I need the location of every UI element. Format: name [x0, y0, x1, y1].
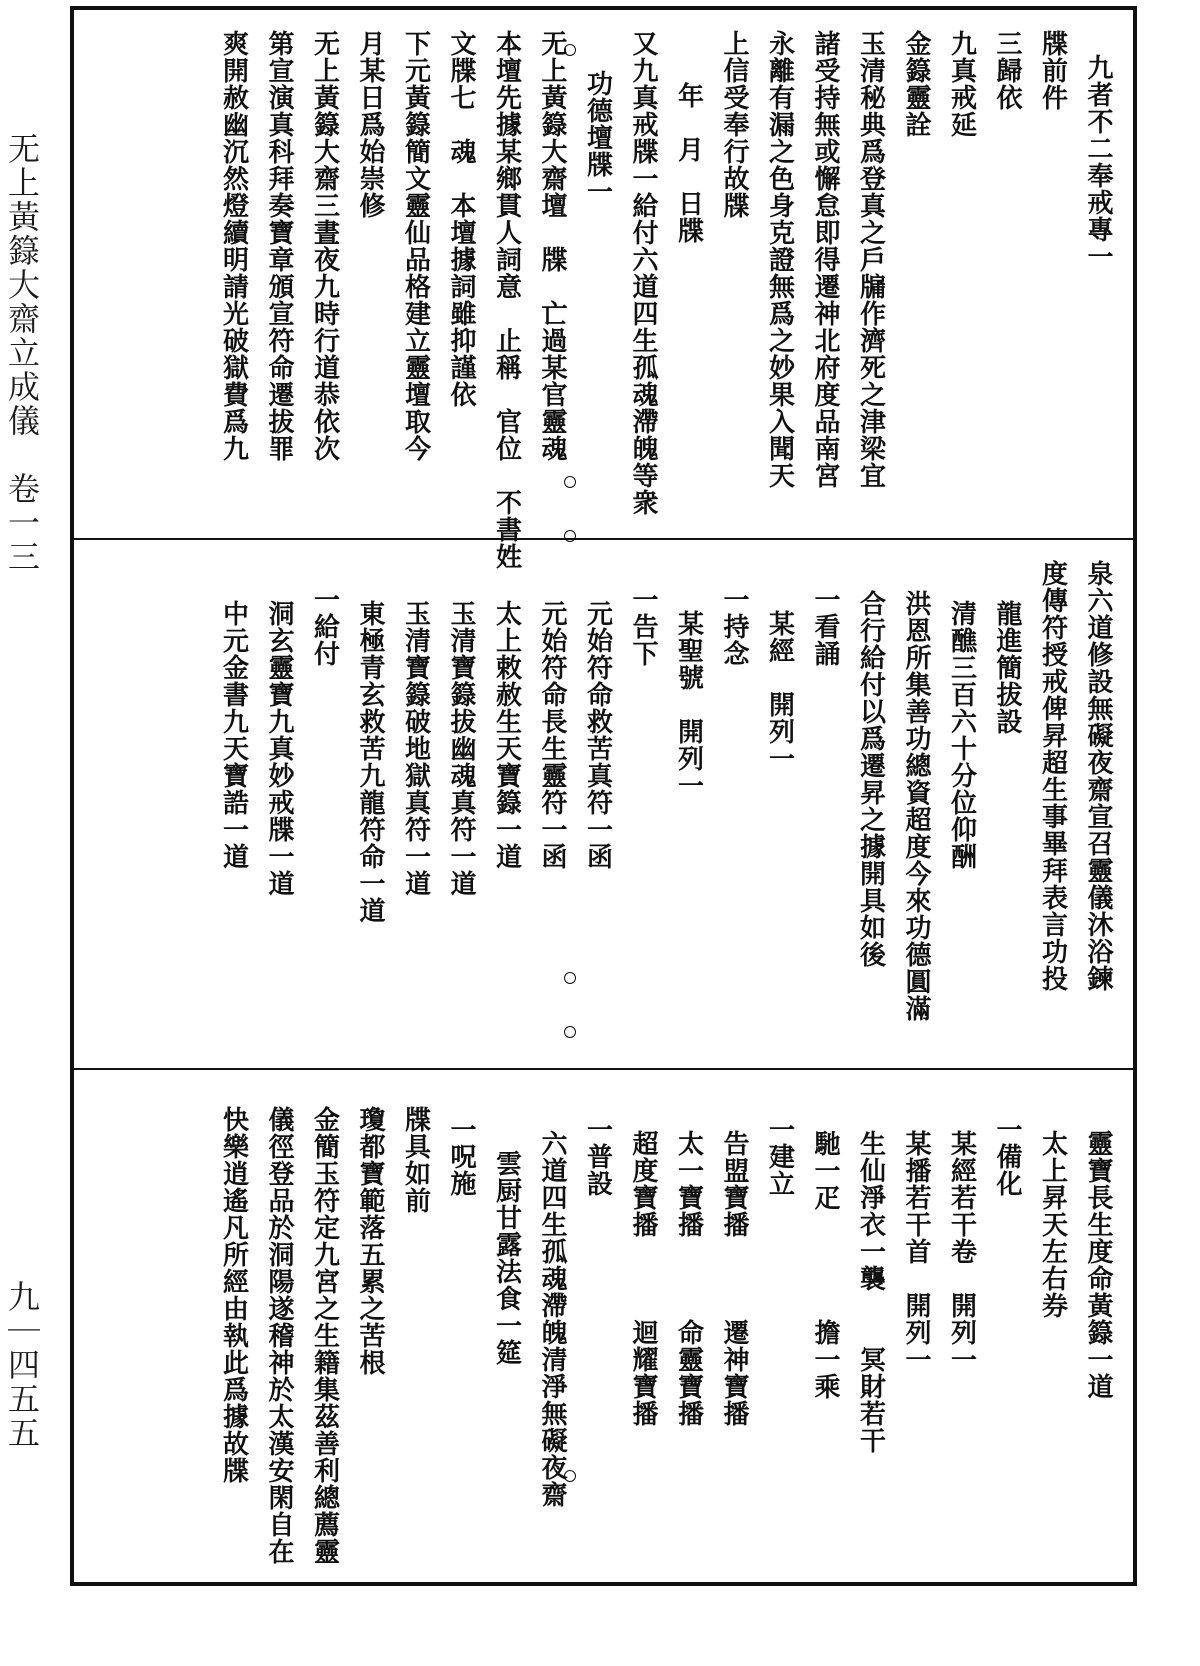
text-column: 中元金書九天寶誥一道 — [218, 600, 249, 870]
text-column: 玉清寶籙破地獄真符一道 — [400, 600, 431, 897]
text-column: 一給付 — [309, 586, 340, 667]
text-column: 月某日爲始崇修 — [355, 30, 385, 219]
text-column: 一建立 — [764, 1116, 795, 1197]
text-column: 洪恩所集善功總資超度今來功德圓滿 — [901, 590, 931, 1022]
text-column: 一呪施 — [446, 1116, 476, 1197]
text-column: 功德壇牒一 — [582, 70, 613, 205]
text-column: 一看誦 — [810, 586, 840, 667]
circle-mark — [564, 44, 576, 56]
text-column: 儀徑登品於洞陽遂稽神於太漢安閑自在 — [264, 1106, 294, 1565]
text-column: 雲厨甘露法食一筵 — [491, 1150, 522, 1366]
text-column: 又九真戒牒一給付六道四生孤魂滯魄等衆 — [628, 30, 658, 516]
text-column: 九真戒延 — [946, 30, 977, 138]
text-column: 生仙淨衣一襲 冥財若干 — [855, 1130, 886, 1454]
circle-mark — [564, 530, 576, 542]
margin-book-title: 无上黃籙大齋立成儀 卷一三 — [3, 132, 41, 574]
text-column: 太一寶播 命靈寶播 — [673, 1130, 704, 1427]
text-column: 泉六道修設無礙夜齋宣召靈儀沐浴鍊 — [1083, 560, 1113, 992]
text-column: 洞玄靈寶九真妙戒牒一道 — [264, 600, 294, 897]
text-column: 九者不二奉戒專一 — [1083, 54, 1113, 270]
text-column: 六道四生孤魂滯魄清淨無礙夜齋 — [537, 1130, 567, 1508]
text-column: 某聖號 開列一 — [673, 610, 704, 799]
text-column: 金簡玉符定九宮之生籍集茲善利總薦靈 — [309, 1106, 340, 1565]
text-column: 无上黃籙大齋壇 牒 亡過某官靈魂 — [537, 30, 567, 462]
text-column: 某播若干首 開列一 — [901, 1130, 931, 1373]
text-register-middle — [74, 540, 1133, 1070]
text-column: 東極青玄救苦九龍符命一道 — [355, 600, 385, 924]
text-column: 告盟寶播 遷神寶播 — [719, 1130, 749, 1427]
text-column: 牒前件 — [1037, 30, 1068, 111]
text-column: 下元黃籙簡文靈仙品格建立靈壇取今 — [400, 30, 431, 462]
text-column: 玉清寶籙拔幽魂真符一道 — [446, 600, 476, 897]
text-column: 本壇先據某鄉貫人詞意 止稱 官位 不書姓 — [491, 30, 522, 570]
text-column: 清醮三百六十分位仰酬 — [946, 600, 977, 870]
text-column: 年 月 日牒 — [673, 82, 704, 244]
text-column: 龍進簡拔設 — [992, 600, 1022, 735]
text-column: 玉清秘典爲登真之戶牖作濟死之津梁宜 — [855, 30, 886, 489]
text-column: 第宣演真科拜奏寶章頒宣符命遷拔罪 — [264, 30, 294, 462]
text-column: 太上昇天左右券 — [1037, 1130, 1068, 1319]
circle-mark — [564, 972, 576, 984]
text-column: 一持念 — [719, 586, 749, 667]
text-column: 太上敕赦生天寶籙一道 — [491, 600, 522, 870]
text-column: 超度寶播 迴耀寶播 — [628, 1130, 658, 1427]
text-column: 一普設 — [582, 1116, 613, 1197]
text-column: 馳一疋 擔一乘 — [810, 1130, 840, 1400]
text-column: 一告下 — [628, 586, 658, 667]
circle-mark — [564, 1470, 576, 1482]
text-column: 文牒七 魂 本壇據詞雖抑謹依 — [446, 30, 476, 408]
margin-page-number: 九｜四五五 — [3, 1280, 41, 1450]
text-column: 无上黃籙大齋三晝夜九時行道恭依次 — [309, 30, 340, 462]
text-column: 一備化 — [992, 1116, 1022, 1197]
text-column: 元始符命救苦真符一函 — [582, 600, 613, 870]
text-column: 爽開赦幽沉然燈續明請光破獄費爲九 — [218, 30, 249, 462]
text-column: 三歸依 — [992, 30, 1022, 111]
text-column: 度傳符授戒俾昇超生事畢拜表言功投 — [1037, 560, 1068, 992]
text-column: 諸受持無或懈怠即得遷神北府度品南宮 — [810, 30, 840, 489]
text-column: 快樂逍遙凡所經由執此爲據故牒 — [218, 1106, 249, 1484]
text-column: 某經 開列一 — [764, 610, 795, 772]
text-column: 永離有漏之色身克證無爲之妙果入聞天 — [764, 30, 795, 489]
text-column: 金籙靈詮 — [901, 30, 931, 138]
circle-mark — [564, 1026, 576, 1038]
text-column: 牒具如前 — [400, 1106, 431, 1214]
text-register-top — [74, 10, 1133, 570]
text-column: 合行給付以爲遷昇之據開具如後 — [855, 590, 886, 968]
text-column: 靈寶長生度命黃籙一道 — [1083, 1130, 1113, 1400]
text-column: 瓊都寶範落五累之苦根 — [355, 1106, 385, 1376]
text-column: 元始符命長生靈符一函 — [537, 600, 567, 870]
circle-mark — [564, 476, 576, 488]
text-register-bottom — [74, 1070, 1133, 1582]
page-frame — [70, 6, 1137, 1586]
text-column: 某經若干卷 開列一 — [946, 1130, 977, 1373]
text-column: 上信受奉行故牒 — [719, 30, 749, 219]
